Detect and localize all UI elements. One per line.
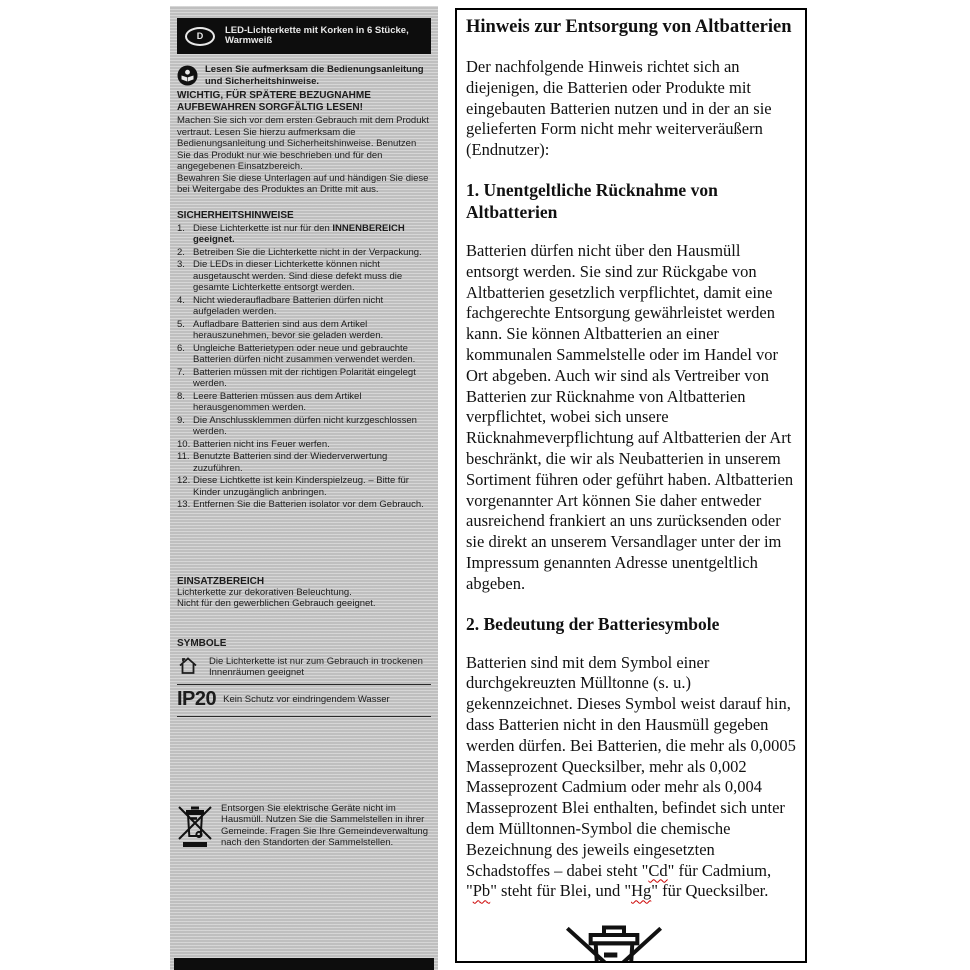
safety-item: 5. Aufladbare Batterien sind aus dem Artikel herauszunehmen, bevor sie geladen werden.	[177, 318, 384, 341]
scan-bottom-bar	[174, 958, 434, 970]
read-manual-icon	[177, 65, 198, 86]
usage-text: Lichterkette zur dekorativen Beleuchtung. Nicht für den gewerblichen Gebrauch geeignet.	[177, 586, 376, 609]
weee-disposal-text: Entsorgen Sie elektrische Geräte nicht im Hausmüll. Nutzen Sie die Sammelstellen in ihrer Gemeinde. Fragen Sie Ihre Gemeindeverwaltung nach den Standorten der Sammelstellen.	[221, 802, 429, 848]
crossed-out-wheelie-bin-icon	[554, 920, 796, 963]
ip-rating-code: IP20	[177, 687, 217, 710]
read-notice-text: Lesen Sie aufmerksam die Bedienungsanleitung und Sicherheitshinweise.	[205, 64, 424, 87]
scanned-manual-page	[170, 6, 438, 970]
document-title: Hinweis zur Entsorgung von Altbatterien	[466, 17, 792, 37]
symbols-heading: SYMBOLE	[177, 637, 227, 649]
safety-item: 9. Die Anschlussklemmen dürfen nicht kurzgeschlossen werden.	[177, 414, 417, 437]
safety-item: 3. Die LEDs in dieser Lichterkette können nicht ausgetauscht werden. Sind diese defekt muss die gesamte Lichterkette entsorgt werden.	[177, 259, 403, 293]
safety-item: 11. Benutzte Batterien sind der Wiederverwertung zuzuführen.	[177, 451, 388, 474]
symbol-divider	[177, 716, 431, 717]
section1-heading: 1. Unentgeltliche Rücknahme von Altbatterien	[466, 179, 718, 222]
safety-item: 7. Batterien müssen mit der richtigen Polarität eingelegt werden.	[177, 366, 416, 389]
safety-item: 6. Ungleiche Batterietypen oder neue und gebrauchte Batterien dürfen nicht zusammen verwendet werden.	[177, 342, 416, 365]
spellcheck-word: Pb	[472, 881, 491, 901]
indoor-use-house-icon	[177, 655, 199, 677]
battery-disposal-document	[455, 8, 807, 963]
crossed-out-wheelie-bin-icon	[177, 803, 213, 851]
safety-item: 10. Batterien nicht ins Feuer werfen.	[177, 438, 330, 450]
section2-body: Batterien sind mit dem Symbol einer durchgekreuzten Mülltonne (s. u.) gekennzeichnet. Dieses Symbol weist darauf hin, dass Batterien nicht in den Hausmüll gegeben werden dürfen. Bei Batterien, die mehr als 0,0005 Masseprozent Quecksilber, mehr als 0,002 Masseprozent Cadmium oder mehr als 0,004 Masseprozent Blei enthalten, befindet sich unter dem Mülltonnen-Symbol die chemische Bezeichnung des jeweils eingesetzten Schadstoffes – dabei steht "Cd" für Cadmium, "Pb" steht für Blei, und "Hg" für Quecksilber.	[466, 652, 796, 901]
ip-rating-text: Kein Schutz vor eindringendem Wasser	[223, 693, 390, 705]
spellcheck-word: Hg	[631, 881, 652, 901]
safety-list	[177, 223, 431, 511]
usage-heading: EINSATZBEREICH	[177, 575, 265, 587]
section2-heading: 2. Bedeutung der Batteriesymbole	[466, 613, 720, 634]
safety-item: 1. Diese Lichterkette ist nur für den INNENBEREICH geeignet.	[177, 222, 405, 245]
safety-heading: SICHERHEITSHINWEISE	[177, 209, 294, 221]
language-d-badge: D	[185, 27, 215, 46]
intro-paragraph: Machen Sie sich vor dem ersten Gebrauch mit dem Produkt vertraut. Lesen Sie hierzu aufmerksam die Bedienungsanleitung und Sicherheitshinweise. Benutzen Sie das Produkt nur wie beschrieben und für den angegebenen Einsatzbereich. Bewahren Sie diese Unterlagen auf und händigen Sie diese bei Weitergabe des Produktes an Dritte mit aus.	[177, 115, 429, 195]
important-heading: WICHTIG, FÜR SPÄTERE BEZUGNAHME AUFBEWAHREN SORGFÄLTIG LESEN!	[177, 90, 371, 113]
section1-body: Batterien dürfen nicht über den Hausmüll entsorgt werden. Sie sind zur Rückgabe von Altbatterien gesetzlich verpflichtet, damit eine fachgerechte Entsorgung gewährleistet werden kann. Sie können Altbatterien an einer kommunalen Sammelstelle oder im Handel vor Ort abgeben. Auch wir sind als Vertreiber von Batterien zur Rücknahme von Altbatterien verpflichtet, wobei sich unsere Rücknahmeverpflichtung auf Altbatterien der Art beschränkt, die wir als Neubatterien in unserem Sortiment führen oder geführt haben. Altbatterien vorgenannter Art können Sie daher entweder ausreichend frankiert an uns zurücksenden oder sie direkt an unserem Versandlager unter der im Impressum genannten Adresse unentgeltlich abgeben.	[466, 240, 794, 593]
manual-title: LED-Lichterkette mit Korken in 6 Stücke, Warmweiß	[225, 24, 409, 46]
house-symbol-text: Die Lichterkette ist nur zum Gebrauch in trockenen Innenräumen geeignet	[209, 655, 423, 678]
symbol-divider	[177, 684, 431, 685]
manual-header-bar	[177, 18, 431, 54]
safety-item: 13. Entfernen Sie die Batterien isolator vor dem Gebrauch.	[177, 499, 424, 510]
safety-item: 8. Leere Batterien müssen aus dem Artikel herausgenommen werden.	[177, 390, 362, 413]
spellcheck-word: Cd	[648, 860, 668, 880]
document-intro: Der nachfolgende Hinweis richtet sich an diejenigen, die Batterien oder Produkte mit eingebauten Batterien nutzen und in der an sie gelieferten Form nicht mehr weiterveräußern (Endnutzer):	[466, 57, 772, 160]
safety-item: 2. Betreiben Sie die Lichterkette nicht in der Verpackung.	[177, 246, 422, 258]
safety-item: 12. Diese Lichtkette ist kein Kinderspielzeug. – Bitte für Kinder unzugänglich anbringen.	[177, 475, 409, 498]
safety-item: 4. Nicht wiederaufladbare Batterien dürfen nicht aufgeladen werden.	[177, 294, 384, 317]
